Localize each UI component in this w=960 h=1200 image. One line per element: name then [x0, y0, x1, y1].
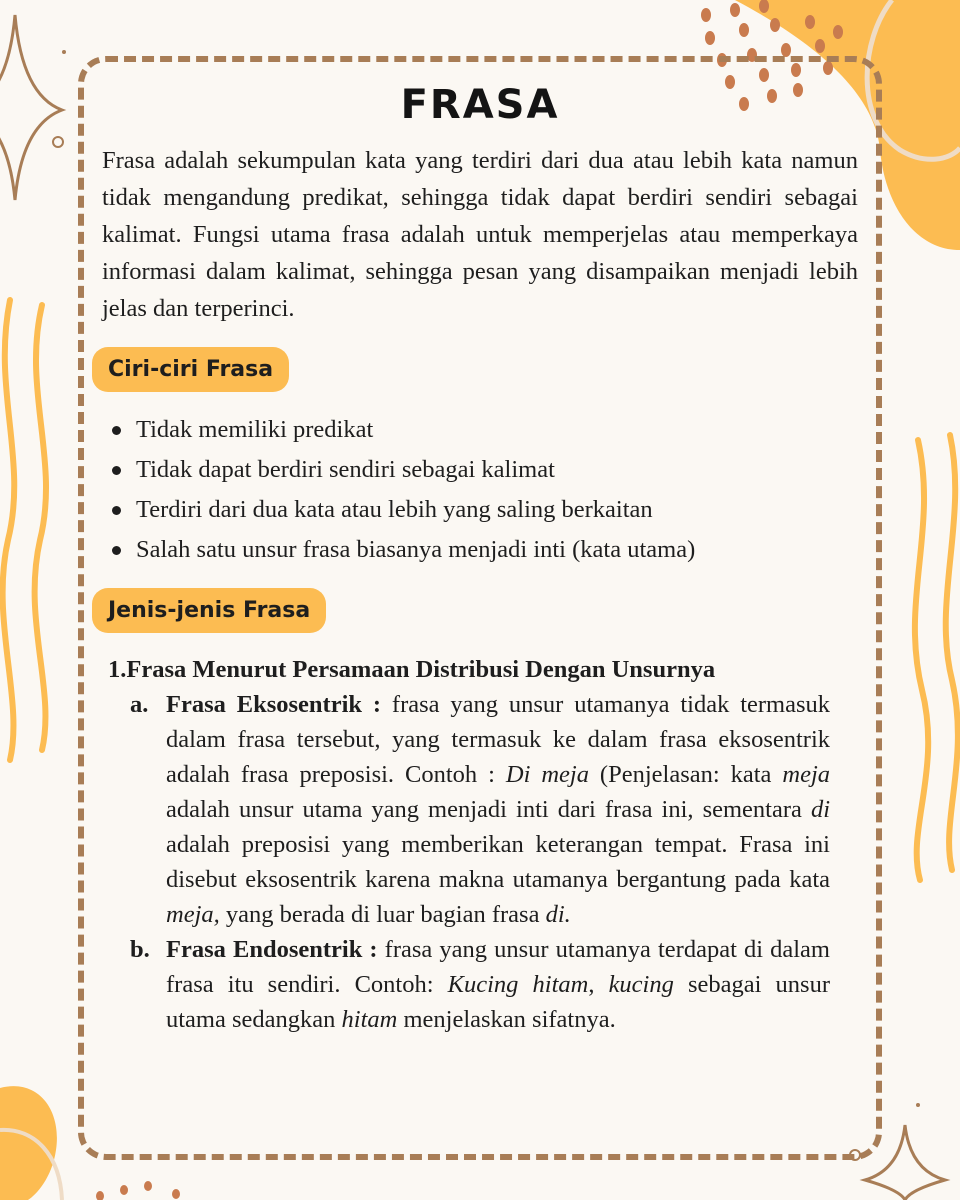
item-letter: a.: [130, 691, 149, 718]
content: [102, 78, 858, 1037]
term-endosentrik: Frasa Endosentrik :: [166, 936, 378, 963]
item-text: yang berada di luar bagian frasa: [219, 901, 546, 928]
ciri-list: [102, 410, 858, 570]
item-text: adalah preposisi yang memberikan keterangan tempat. Frasa ini disebut eksosentrik karena makna utamanya bergantung pada kata: [166, 831, 830, 893]
left-squiggle-1: [3, 300, 15, 760]
example-text: hitam: [341, 1006, 398, 1033]
example-text: Di meja: [505, 761, 589, 788]
left-squiggle-2: [35, 305, 46, 750]
item-text: frasa yang unsur utamanya tidak termasuk dalam frasa tersebut, yang termasuk ke dalam frasa eksosentrik adalah frasa preposisi. Contoh :: [166, 691, 830, 788]
item-text: adalah unsur utama yang menjadi inti dari frasa ini, sementara: [166, 796, 811, 823]
example-text: kucing: [608, 971, 674, 998]
item-text: sebagai unsur utama sedangkan: [166, 971, 830, 1033]
right-squiggle-2: [946, 435, 958, 870]
example-text: meja: [782, 761, 831, 788]
example-text: di.: [545, 901, 571, 928]
item-eksosentrik: [130, 687, 831, 932]
section-heading-ciri: Ciri-ciri Frasa: [92, 347, 289, 392]
list-item: Tidak memiliki predikat: [110, 410, 858, 450]
sparkle-top-left: [0, 15, 62, 200]
section-heading-jenis: Jenis-jenis Frasa: [92, 588, 326, 633]
item-text: menjelaskan sifatnya.: [397, 1006, 616, 1033]
item-text: (Penjelasan: kata: [588, 761, 783, 788]
example-text: meja,: [166, 901, 220, 928]
item-text: frasa yang unsur utamanya terdapat di dalam frasa itu sendiri. Contoh:: [166, 936, 830, 998]
page-title: FRASA: [400, 82, 560, 128]
right-squiggle-1: [915, 440, 928, 880]
item-endosentrik: [130, 932, 830, 1037]
example-text: Kucing hitam: [447, 971, 589, 998]
item-text: ,: [588, 971, 609, 998]
list-item: Terdiri dari dua kata atau lebih yang saling berkaitan: [110, 490, 858, 530]
list-item: Salah satu unsur frasa biasanya menjadi inti (kata utama): [110, 530, 858, 570]
item-letter: b.: [130, 936, 150, 963]
bottom-dots: [96, 1181, 180, 1200]
term-eksosentrik: Frasa Eksosentrik :: [166, 691, 382, 718]
subheading-distribusi: 1.Frasa Menurut Persamaan Distribusi Dengan Unsurnya: [108, 656, 716, 683]
example-text: di: [810, 796, 830, 823]
list-item: Tidak dapat berdiri sendiri sebagai kalimat: [110, 450, 858, 490]
intro-paragraph: Frasa adalah sekumpulan kata yang terdiri dari dua atau lebih kata namun tidak mengandung predikat, sehingga tidak dapat berdiri sendiri sebagai kalimat. Fungsi utama frasa adalah untuk memperjelas atau memperkaya informasi dalam kalimat, sehingga pesan yang disampaikan menjadi lebih jelas dan terperinci.: [102, 147, 858, 322]
bottom-left-blob: [0, 1086, 57, 1200]
